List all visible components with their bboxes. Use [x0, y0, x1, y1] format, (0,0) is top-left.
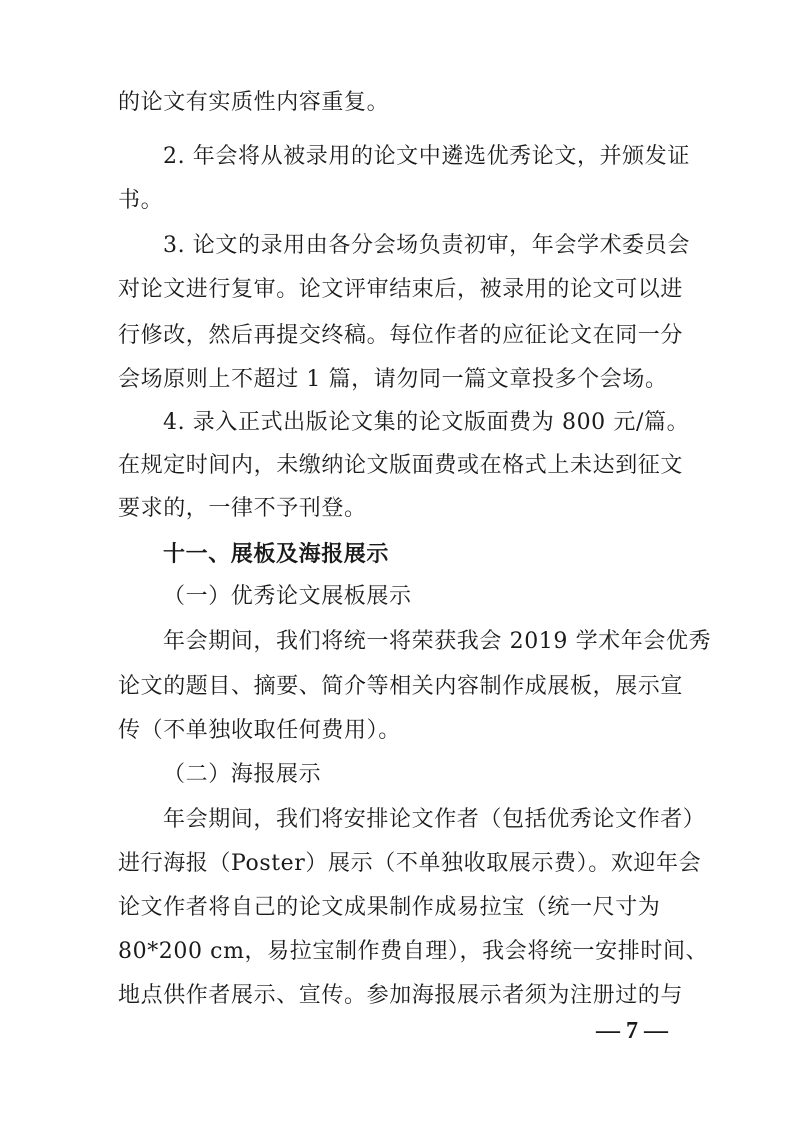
section-heading: 十一、展板及海报展示: [163, 541, 390, 567]
text-line: 传（不单独收取任何费用）。: [118, 718, 401, 743]
text-line: 在规定时间内，未缴纳论文版面费或在格式上未达到征文: [118, 453, 684, 478]
text-line: 的论文有实质性内容重复。: [118, 90, 390, 115]
text-line: 地点供作者展示、宣传。参加海报展示者须为注册过的与: [118, 983, 684, 1008]
paragraph-start: 年会期间，我们将统一将荣获我会 2019 学术年会优秀: [163, 629, 712, 654]
subsection-heading: （二）海报展示: [163, 762, 322, 787]
text-line: 论文的题目、摘要、简介等相关内容制作成展板，展示宣: [118, 674, 684, 699]
text-line: 80*200 cm，易拉宝制作费自理），我会将统一安排时间、: [118, 939, 709, 964]
page-number: — 7 —: [596, 1018, 668, 1044]
list-item-4: 4. 录入正式出版论文集的论文版面费为 800 元/篇。: [163, 410, 690, 435]
text-line: 进行海报（Poster）展示（不单独收取展示费）。欢迎年会: [118, 851, 702, 876]
list-item-3: 3. 论文的录用由各分会场负责初审，年会学术委员会: [163, 233, 690, 258]
text-line: 行修改，然后再提交终稿。每位作者的应征论文在同一分: [118, 323, 684, 348]
list-item-2: 2. 年会将从被录用的论文中遴选优秀论文，并颁发证: [163, 144, 690, 169]
text-line: 论文作者将自己的论文成果制作成易拉宝（统一尺寸为: [118, 895, 661, 920]
text-line: 要求的，一律不予刊登。: [118, 496, 367, 521]
subsection-heading: （一）优秀论文展板展示: [163, 584, 412, 609]
text-line: 书。: [118, 188, 164, 213]
text-line: 会场原则上不超过 1 篇，请勿同一篇文章投多个会场。: [118, 367, 668, 392]
paragraph-start: 年会期间，我们将安排论文作者（包括优秀论文作者）: [163, 807, 706, 832]
text-line: 对论文进行复审。论文评审结束后，被录用的论文可以进: [118, 277, 684, 302]
